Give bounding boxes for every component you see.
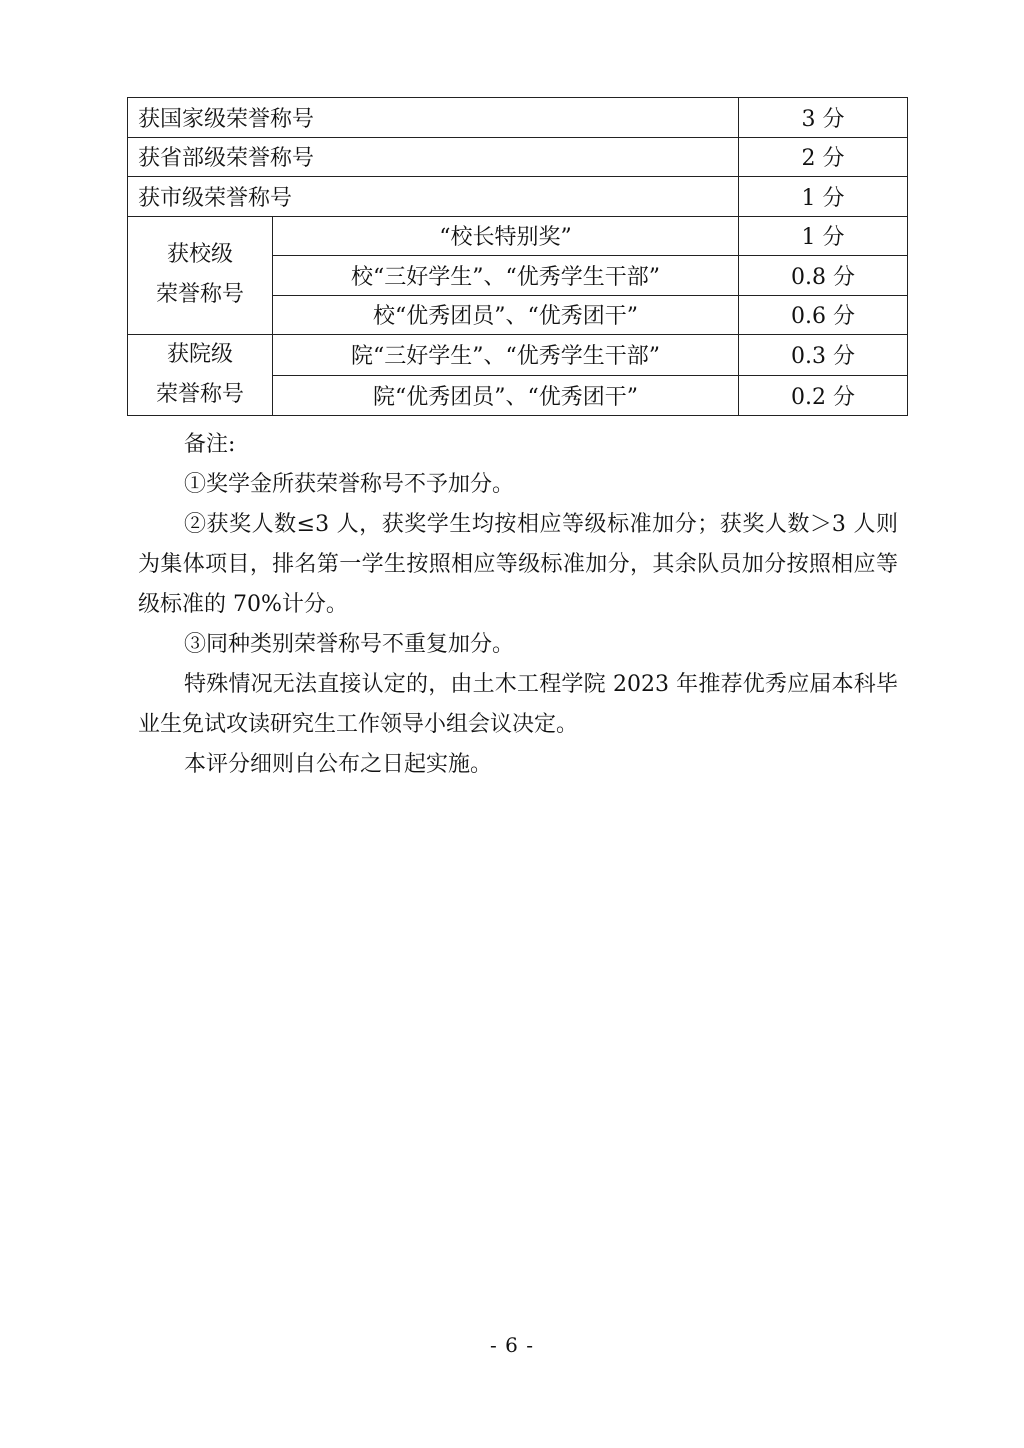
honor-score: 3 分 bbox=[739, 98, 908, 138]
college-group-label-line1: 获院级 bbox=[166, 342, 233, 367]
table-row bbox=[128, 335, 908, 376]
notes-section bbox=[138, 425, 898, 785]
note-item-1: ①奖学金所获荣誉称号不予加分。 bbox=[184, 472, 515, 497]
school-group-label-line2: 荣誉称号 bbox=[155, 282, 244, 308]
table-row bbox=[128, 98, 908, 138]
table-row bbox=[128, 177, 908, 217]
college-group-label bbox=[128, 335, 273, 416]
note-item-2: ②获奖人数≤3 人，获奖学生均按相应等级标准加分；获奖人数＞3 人则为集体项目，排名第一学生按照相应等级标准加分，其余队员加分按照相应等级标准的 70%计分。 bbox=[138, 512, 898, 617]
special-case-paragraph: 特殊情况无法直接认定的，由土木工程学院 2023 年推荐优秀应届本科毕业生免试攻读研究生工作领导小组会议决定。 bbox=[138, 672, 898, 737]
honor-label: 校“三好学生”、“优秀学生干部” bbox=[273, 256, 739, 296]
honor-label: “校长特别奖” bbox=[273, 216, 739, 256]
honor-label: 校“优秀团员”、“优秀团干” bbox=[273, 295, 739, 335]
school-group-label bbox=[128, 216, 273, 335]
effective-date-paragraph: 本评分细则自公布之日起实施。 bbox=[184, 752, 493, 777]
honor-score: 1 分 bbox=[739, 216, 908, 256]
honor-label: 获省部级荣誉称号 bbox=[128, 137, 739, 177]
honor-score: 0.3 分 bbox=[739, 335, 908, 376]
honor-score: 0.6 分 bbox=[739, 295, 908, 335]
note-item-3: ③同种类别荣誉称号不重复加分。 bbox=[184, 632, 515, 657]
honor-label: 院“三好学生”、“优秀学生干部” bbox=[273, 335, 739, 376]
honor-label: 院“优秀团员”、“优秀团干” bbox=[273, 375, 739, 416]
page-number: - 6 - bbox=[490, 1333, 534, 1357]
honor-label: 获市级荣誉称号 bbox=[128, 177, 739, 217]
school-group-label-line1: 获校级 bbox=[166, 242, 233, 268]
college-group-label-line2: 荣誉称号 bbox=[155, 382, 244, 407]
notes-heading: 备注: bbox=[184, 432, 236, 457]
honor-score-table bbox=[127, 97, 908, 416]
honor-score: 1 分 bbox=[739, 177, 908, 217]
honor-score: 2 分 bbox=[739, 137, 908, 177]
honor-score: 0.2 分 bbox=[739, 375, 908, 416]
honor-score: 0.8 分 bbox=[739, 256, 908, 296]
honor-label: 获国家级荣誉称号 bbox=[128, 98, 739, 138]
table-row bbox=[128, 216, 908, 256]
table-row bbox=[128, 137, 908, 177]
